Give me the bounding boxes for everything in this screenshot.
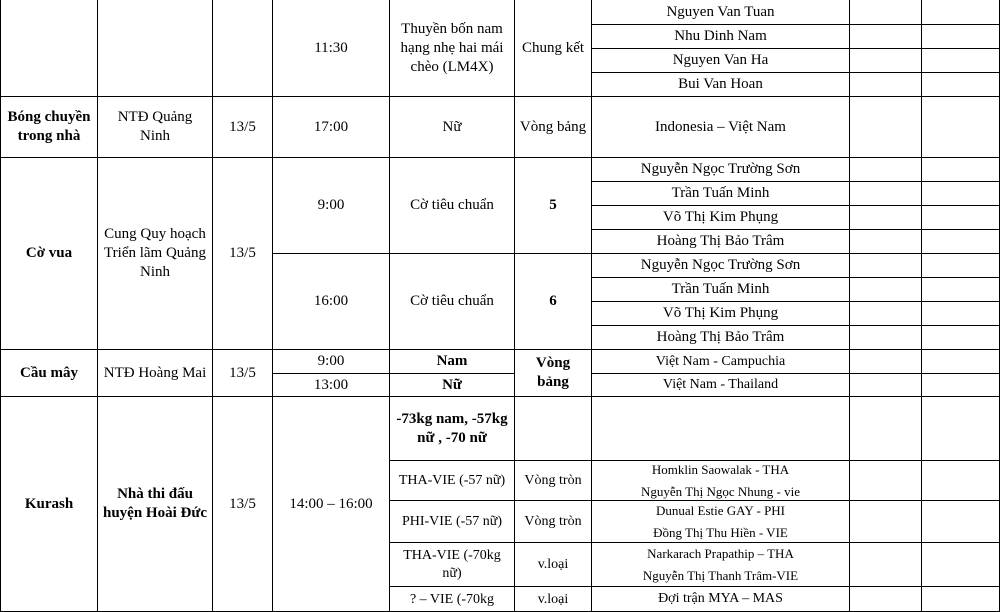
empty-cell — [922, 25, 1000, 49]
empty-cell — [922, 302, 1000, 326]
athlete-name: Homklin Saowalak - THA — [651, 461, 790, 477]
empty-cell — [850, 461, 922, 501]
athlete-cell: Trần Tuấn Minh — [592, 278, 850, 302]
empty-cell — [850, 501, 922, 543]
empty-cell — [922, 230, 1000, 254]
athlete-cell: Nhu Dinh Nam — [592, 25, 850, 49]
sport-cell: Cầu mây — [0, 350, 98, 397]
content-cell: Nữ — [390, 374, 515, 397]
empty-cell — [922, 158, 1000, 182]
content-cell: -73kg nam, -57kg nữ , -70 nữ — [390, 397, 515, 461]
empty-cell — [922, 182, 1000, 206]
venue-cell: Nhà thi đấu huyện Hoài Đức — [98, 397, 213, 612]
round-cell: Vòng tròn — [515, 461, 592, 501]
athlete-name: Nguyễn Thị Thanh Trâm-VIE — [642, 567, 799, 583]
empty-cell — [922, 374, 1000, 397]
content-cell: Cờ tiêu chuẩn — [390, 254, 515, 350]
empty-cell — [922, 350, 1000, 374]
time-cell: 9:00 — [273, 158, 390, 254]
date-cell — [213, 0, 273, 97]
athlete-cell — [592, 461, 850, 501]
athlete-cell: Indonesia – Việt Nam — [592, 97, 850, 158]
empty-cell — [922, 49, 1000, 73]
empty-cell — [850, 254, 922, 278]
athlete-cell: Võ Thị Kim Phụng — [592, 206, 850, 230]
date-cell: 13/5 — [213, 350, 273, 397]
empty-cell — [850, 543, 922, 587]
venue-cell: Cung Quy hoạch Triển lãm Quảng Ninh — [98, 158, 213, 350]
empty-cell — [850, 182, 922, 206]
round-cell: 6 — [515, 254, 592, 350]
empty-cell — [922, 0, 1000, 25]
venue-cell — [98, 0, 213, 97]
empty-cell — [922, 73, 1000, 97]
empty-cell — [922, 397, 1000, 461]
empty-cell — [922, 587, 1000, 612]
empty-cell — [922, 501, 1000, 543]
empty-cell — [850, 158, 922, 182]
venue-cell: NTĐ Quảng Ninh — [98, 97, 213, 158]
content-cell: Thuyền bốn nam hạng nhẹ hai mái chèo (LM4X) — [390, 0, 515, 97]
content-cell: Nam — [390, 350, 515, 374]
empty-cell — [922, 461, 1000, 501]
content-cell: THA-VIE (-57 nữ) — [390, 461, 515, 501]
empty-cell — [850, 374, 922, 397]
content-cell: Nữ — [390, 97, 515, 158]
athlete-cell: Việt Nam - Thailand — [592, 374, 850, 397]
empty-cell — [922, 97, 1000, 158]
content-cell: ? – VIE (-70kg — [390, 587, 515, 612]
empty-cell — [850, 97, 922, 158]
sport-cell — [0, 0, 98, 97]
time-cell: 17:00 — [273, 97, 390, 158]
athlete-cell: Việt Nam - Campuchia — [592, 350, 850, 374]
empty-cell — [850, 397, 922, 461]
sport-cell: Kurash — [0, 397, 98, 612]
empty-cell — [850, 302, 922, 326]
round-cell: Vòng tròn — [515, 501, 592, 543]
athlete-cell: Nguyen Van Tuan — [592, 0, 850, 25]
date-cell: 13/5 — [213, 158, 273, 350]
athlete-name: Đồng Thị Thu Hiền - VIE — [653, 524, 788, 540]
empty-cell — [922, 543, 1000, 587]
empty-cell — [850, 206, 922, 230]
content-cell: Cờ tiêu chuẩn — [390, 158, 515, 254]
empty-cell — [850, 326, 922, 350]
round-cell: Vòng bảng — [515, 350, 592, 397]
empty-cell — [850, 587, 922, 612]
athlete-name: Nguyễn Thị Ngọc Nhung - vie — [641, 483, 800, 499]
empty-cell — [922, 206, 1000, 230]
athlete-cell: Đợi trận MYA – MAS — [592, 587, 850, 612]
athlete-cell: Hoàng Thị Bảo Trâm — [592, 230, 850, 254]
empty-cell — [850, 73, 922, 97]
time-cell: 11:30 — [273, 0, 390, 97]
round-cell — [515, 397, 592, 461]
athlete-cell: Võ Thị Kim Phụng — [592, 302, 850, 326]
athlete-name: Dunual Estie GAY - PHI — [655, 502, 786, 518]
sport-cell: Cờ vua — [0, 158, 98, 350]
round-cell: v.loại — [515, 587, 592, 612]
empty-cell — [850, 350, 922, 374]
athlete-cell — [592, 501, 850, 543]
venue-cell: NTĐ Hoàng Mai — [98, 350, 213, 397]
time-cell: 16:00 — [273, 254, 390, 350]
empty-cell — [922, 278, 1000, 302]
content-cell: PHI-VIE (-57 nữ) — [390, 501, 515, 543]
empty-cell — [850, 25, 922, 49]
athlete-cell: Nguyễn Ngọc Trường Sơn — [592, 158, 850, 182]
athlete-cell — [592, 397, 850, 461]
time-cell: 9:00 — [273, 350, 390, 374]
time-cell: 13:00 — [273, 374, 390, 397]
athlete-cell: Hoàng Thị Bảo Trâm — [592, 326, 850, 350]
content-cell: THA-VIE (-70kg nữ) — [390, 543, 515, 587]
empty-cell — [850, 0, 922, 25]
empty-cell — [922, 254, 1000, 278]
empty-cell — [922, 326, 1000, 350]
time-cell: 14:00 – 16:00 — [273, 397, 390, 612]
athlete-cell: Trần Tuấn Minh — [592, 182, 850, 206]
round-cell: Vòng bảng — [515, 97, 592, 158]
athlete-cell — [592, 543, 850, 587]
empty-cell — [850, 278, 922, 302]
round-cell: Chung kết — [515, 0, 592, 97]
empty-cell — [850, 49, 922, 73]
date-cell: 13/5 — [213, 397, 273, 612]
round-cell: 5 — [515, 158, 592, 254]
athlete-cell: Nguyễn Ngọc Trường Sơn — [592, 254, 850, 278]
empty-cell — [850, 230, 922, 254]
date-cell: 13/5 — [213, 97, 273, 158]
sport-cell: Bóng chuyền trong nhà — [0, 97, 98, 158]
athlete-cell: Nguyen Van Ha — [592, 49, 850, 73]
round-cell: v.loại — [515, 543, 592, 587]
athlete-name: Narkarach Prapathip – THA — [647, 545, 794, 561]
athlete-cell: Bui Van Hoan — [592, 73, 850, 97]
